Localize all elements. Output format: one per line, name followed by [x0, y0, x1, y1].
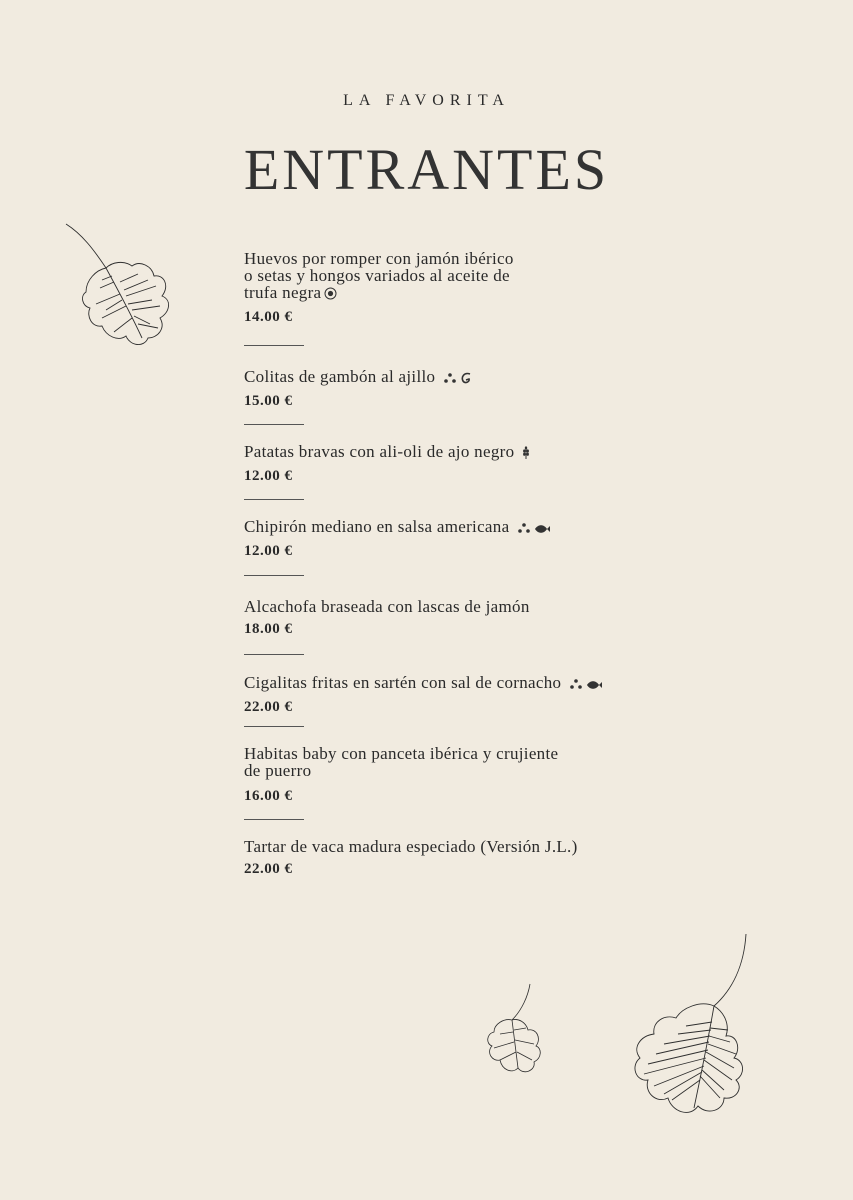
sulphites-icon: [443, 370, 457, 387]
menu-item: [244, 250, 624, 326]
leaf-illustration: [62, 220, 177, 355]
divider: [244, 424, 304, 425]
dish-name: Habitas baby con panceta ibérica y crujiente de puerro: [244, 744, 559, 780]
divider: [244, 499, 304, 500]
divider: [244, 345, 304, 346]
dish-price: 12.00 €: [244, 542, 293, 559]
divider: [244, 726, 304, 727]
dish-name: Huevos por romper con jamón ibérico o setas y hongos variados al aceite de trufa negra: [244, 249, 514, 302]
divider: [244, 575, 304, 576]
menu-item: [244, 674, 624, 716]
dish-name: Cigalitas fritas en sartén con sal de cornacho: [244, 674, 624, 693]
dish-price: 15.00 €: [244, 392, 293, 409]
menu-item: [244, 443, 624, 485]
dish-price: 22.00 €: [244, 698, 293, 715]
dish-name: Chipirón mediano en salsa americana: [244, 518, 624, 537]
divider: [244, 654, 304, 655]
fish-icon: [534, 520, 550, 537]
leaf-illustration: [482, 982, 544, 1080]
sulphites-icon: [517, 520, 531, 537]
menu-item: [244, 838, 624, 878]
menu-item: [244, 368, 624, 410]
dish-name: Alcachofa braseada con lascas de jamón: [244, 597, 530, 616]
dish-name: Patatas bravas con ali-oli de ajo negro: [244, 443, 624, 462]
egg-icon: [324, 286, 337, 303]
dish-price: 22.00 €: [244, 861, 293, 877]
sulphites-icon: [569, 676, 583, 693]
crustacean-icon: [460, 370, 472, 387]
dish-price: 18.00 €: [244, 621, 293, 637]
dish-price: 16.00 €: [244, 788, 293, 804]
menu-item: [244, 598, 624, 638]
dish-price: 12.00 €: [244, 467, 293, 484]
leaf-illustration: [624, 930, 754, 1120]
divider: [244, 819, 304, 820]
dish-name: Tartar de vaca madura especiado (Versión J.L.): [244, 837, 578, 856]
page-title: ENTRANTES: [243, 137, 610, 202]
dish-name: Colitas de gambón al ajillo: [244, 368, 624, 387]
menu-item: [244, 518, 624, 560]
gluten-icon: [522, 445, 530, 462]
fish-icon: [586, 676, 602, 693]
dish-price: 14.00 €: [244, 308, 293, 325]
menu-item: [244, 745, 624, 805]
restaurant-name: LA FAVORITA: [343, 92, 510, 109]
